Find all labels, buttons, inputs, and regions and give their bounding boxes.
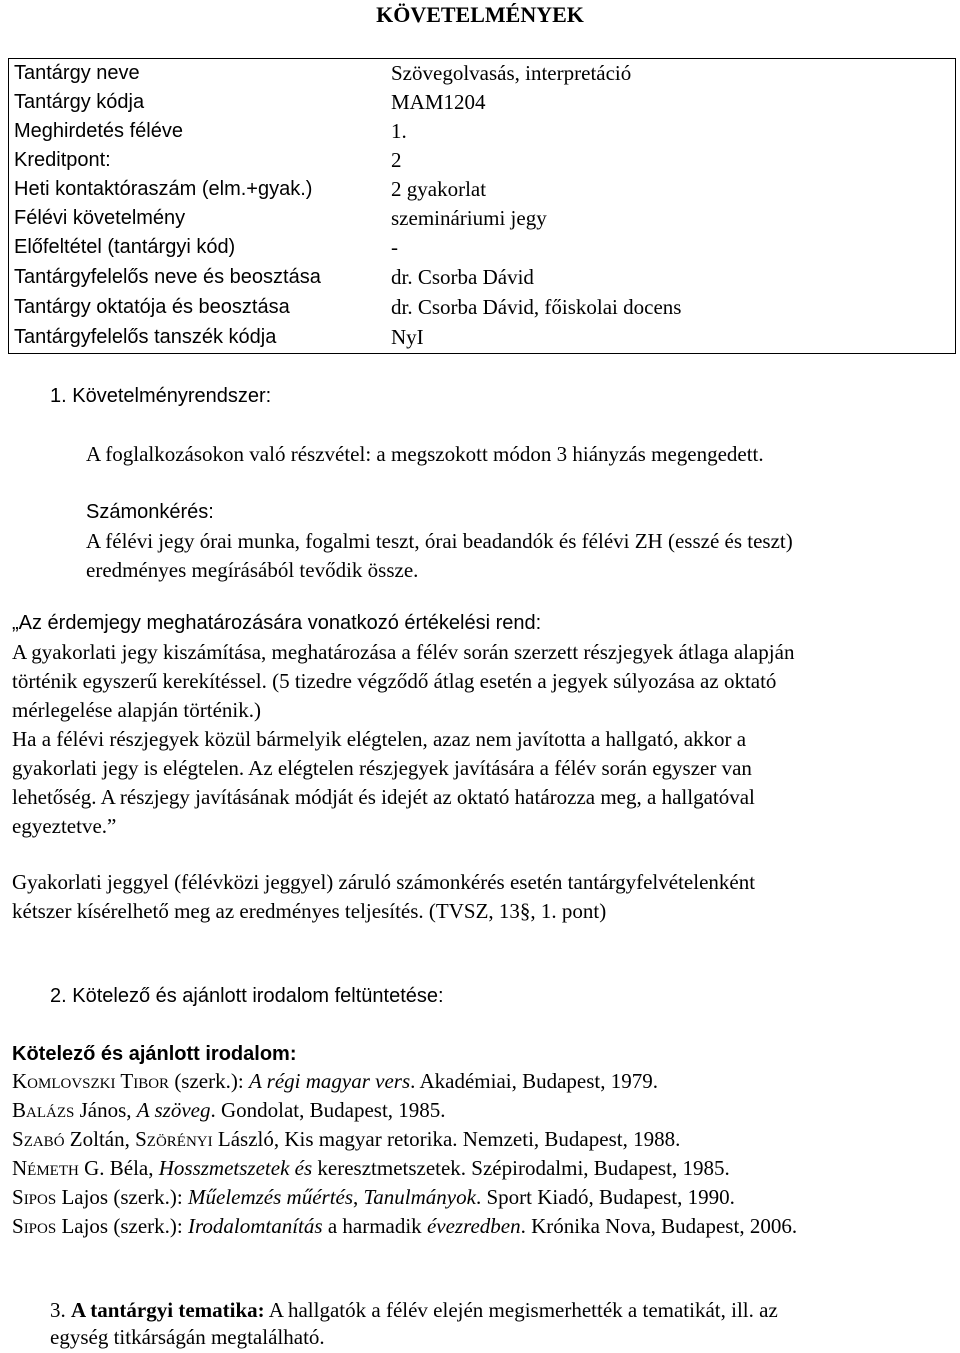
course-info-table bbox=[8, 58, 956, 354]
exam-heading: Számonkérés: bbox=[86, 501, 214, 523]
grading-text-line: A gyakorlati jegy kiszámítása, meghatározása a félév során szerzett részjegyek átlaga alapján bbox=[12, 640, 795, 664]
info-value: 1. bbox=[391, 119, 407, 143]
section2-heading: 2. Kötelező és ajánlott irodalom feltüntetése: bbox=[50, 985, 444, 1007]
info-row bbox=[9, 88, 955, 117]
info-value: Szövegolvasás, interpretáció bbox=[391, 61, 632, 85]
info-row bbox=[9, 293, 955, 322]
info-label: Kreditpont: bbox=[14, 149, 111, 171]
info-row bbox=[9, 263, 955, 292]
info-value: NyI bbox=[391, 325, 424, 349]
info-row bbox=[9, 204, 955, 233]
literature-subheading: Kötelező és ajánlott irodalom: bbox=[12, 1043, 297, 1065]
info-value: - bbox=[391, 235, 398, 259]
info-label: Tantárgy kódja bbox=[14, 91, 145, 113]
section3-line: 3. A tantárgyi tematika: A hallgatók a félév elején megismerhették a tematikát, ill. az bbox=[50, 1298, 778, 1322]
retake-text-line: kétszer kísérelhető meg az eredményes teljesítés. (TVSZ, 13§, 1. pont) bbox=[12, 899, 607, 923]
info-row bbox=[9, 233, 955, 262]
attendance-text: A foglalkozásokon való részvétel: a megszokott módon 3 hiányzás megengedett. bbox=[86, 442, 764, 466]
reference-item: SIPOS Lajos (szerk.): Műelemzés műértés, Tanulmányok. Sport Kiadó, Budapest, 1990. bbox=[12, 1185, 735, 1209]
grading-text-line: lehetőség. A részjegy javításának módját és idejét az oktató határozza meg, a hallgatóval bbox=[12, 785, 755, 809]
grading-heading: „Az érdemjegy meghatározására vonatkozó értékelési rend: bbox=[12, 612, 542, 634]
grading-text-line: mérlegelése alapján történik.) bbox=[12, 698, 261, 722]
section3-line: egység titkárságán megtalálható. bbox=[50, 1325, 325, 1349]
info-label: Előfeltétel (tantárgyi kód) bbox=[14, 236, 236, 258]
reference-item: SIPOS Lajos (szerk.): Irodalomtanítás a harmadik évezredben. Krónika Nova, Budapest, 2006. bbox=[12, 1214, 798, 1238]
section1-heading: 1. Követelményrendszer: bbox=[50, 385, 272, 407]
reference-item: NÉMETH G. Béla, Hosszmetszetek és keresztmetszetek. Szépirodalmi, Budapest, 1985. bbox=[12, 1156, 730, 1180]
retake-text-line: Gyakorlati jeggyel (félévközi jeggyel) záruló számonkérés esetén tantárgyfelvételenként bbox=[12, 870, 756, 894]
info-label: Tantárgy neve bbox=[14, 62, 140, 84]
info-value: 2 gyakorlat bbox=[391, 177, 487, 201]
info-value: dr. Csorba Dávid bbox=[391, 265, 534, 289]
grading-text-line: gyakorlati jegy is elégtelen. Az elégtelen részjegyek javítására a félév során egyszer van bbox=[12, 756, 752, 780]
info-label: Félévi követelmény bbox=[14, 207, 186, 229]
info-label: Tantárgyfelelős tanszék kódja bbox=[14, 326, 277, 348]
info-row bbox=[9, 59, 955, 88]
info-row bbox=[9, 175, 955, 204]
info-value: szemináriumi jegy bbox=[391, 206, 547, 230]
info-row bbox=[9, 146, 955, 175]
reference-item: BALÁZS János, A szöveg. Gondolat, Budapest, 1985. bbox=[12, 1098, 446, 1122]
grading-text-line: Ha a félévi részjegyek közül bármelyik elégtelen, azaz nem javította a hallgató, akkor a bbox=[12, 727, 747, 751]
info-value: 2 bbox=[391, 148, 402, 172]
info-label: Tantárgyfelelős neve és beosztása bbox=[14, 266, 321, 288]
reference-item: SZABÓ Zoltán, SZÖRÉNYI László, Kis magyar retorika. Nemzeti, Budapest, 1988. bbox=[12, 1127, 681, 1151]
info-value: dr. Csorba Dávid, főiskolai docens bbox=[391, 295, 682, 319]
page-title: KÖVETELMÉNYEK bbox=[376, 2, 584, 27]
info-row bbox=[9, 117, 955, 146]
section3-heading: A tantárgyi tematika: bbox=[71, 1298, 265, 1322]
info-row bbox=[9, 323, 955, 352]
info-value: MAM1204 bbox=[391, 90, 486, 114]
exam-text-line: A félévi jegy órai munka, fogalmi teszt, órai beadandók és félévi ZH (esszé és teszt) bbox=[86, 529, 793, 553]
exam-text-line: eredményes megírásából tevődik össze. bbox=[86, 558, 419, 582]
info-label: Tantárgy oktatója és beosztása bbox=[14, 296, 290, 318]
grading-text-line: történik egyszerű kerekítéssel. (5 tizedre végződő átlag esetén a jegyek súlyozása az oktató bbox=[12, 669, 777, 693]
grading-text-line: egyeztetve.” bbox=[12, 814, 117, 838]
info-label: Meghirdetés féléve bbox=[14, 120, 183, 142]
info-label: Heti kontaktóraszám (elm.+gyak.) bbox=[14, 178, 313, 200]
reference-item: KOMLOVSZKI TIBOR (szerk.): A régi magyar vers. Akadémiai, Budapest, 1979. bbox=[12, 1069, 659, 1093]
